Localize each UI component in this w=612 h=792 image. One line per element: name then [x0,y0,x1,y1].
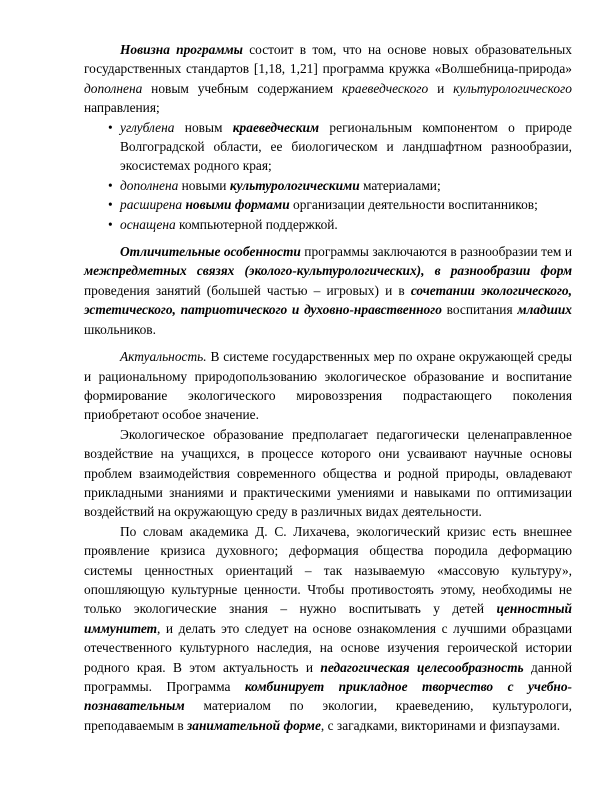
emphasis: расширена [120,197,183,213]
text: региональным компонентом о природе Волгоградской области, ее биологическом и ландшафтном разнообразии, экосистемах родного края; [120,119,572,174]
emphasis: углублена [120,119,175,135]
bold-emphasis: краеведческим [232,119,320,135]
spacer [84,339,572,347]
bold-emphasis: педагогическая целесообразность [320,659,524,675]
bold-emphasis: младших [517,302,572,318]
text: материалом по экологии, краеведению, культурологи, преподаваемым в [84,698,572,733]
text: , с загадками, викторинами и физпаузами. [320,717,561,733]
term-features: Отличительные особенности [120,244,301,260]
bullet-icon: • [108,197,113,213]
text: материалами; [359,177,441,193]
text: В системе государственных мер по охране окружающей среды и рациональному природопользованию экологическое образование и воспитание формирование экологического мировоззрения подрастающего поколения приобретают особое значение. [84,349,572,423]
text: новым [174,119,233,135]
bold-emphasis: новыми формами [185,197,290,213]
list-item [104,195,572,214]
term-novelty: Новизна программы [120,42,243,57]
bold-emphasis: ценностный иммунитет [84,601,572,636]
list-item [104,118,572,176]
text: новым учебным содержанием [142,80,342,96]
text: По словам академика Д. С. Лихачева, экологический кризис есть внешнее проявление кризиса духовного; деформация общества породила деформацию системы ценностных ориентаций – так называемую «массовую культуру», опошляющую культурные ценности. Чтобы противостоять этому, необходимы не только экологические знания – нужно воспитывать у детей [84,523,572,617]
emphasis: дополнена [120,177,179,193]
bold-emphasis: межпредметных связях (эколого-культурологических), в разнообразии форм [84,263,572,279]
text: программы заключаются в разнообразии тем и [300,244,573,260]
bullet-icon: • [108,216,113,232]
bold-emphasis: комбинирует прикладное творчество с учебно-познавательным [84,679,572,714]
emphasis: дополнена [84,80,143,96]
bullet-icon: • [108,177,113,193]
paragraph-education: Экологическое образование предполагает педагогически целенаправленное воздействие на учащихся, в процессе которого они усваивают научные основы проблем взаимодействия современного общества и родной природы, овладевают прикладными знаниями и практическими умениями и навыками по оптимизации воздействий на окружающую среду в различных видах деятельности. [84,426,572,520]
bold-emphasis: сочетании экологического, эстетического, патриотического и духовно-нравственного [84,282,572,318]
emphasis: краеведческого [341,80,429,96]
text: состоит в том, что на основе новых образовательных государственных стандартов [1,18, 1,21] программа кружка «Волшебница-природа» [84,42,572,77]
document-page [84,40,572,735]
list-item [104,215,572,234]
text: компьютерной поддержкой. [175,216,338,232]
term-relevance: Актуальность. [120,349,207,365]
paragraph-novelty [84,40,572,118]
text: школьников. [84,321,156,337]
paragraph-relevance [84,347,572,425]
text: проведения занятий (большей частью – игровых) и в [84,282,411,298]
text: и [428,80,454,96]
text: направления; [84,100,160,116]
bullet-icon: • [108,119,113,135]
text: , и делать это следует на основе ознакомления с лучшими образцами отечественного культурного наследия, на основе изучения героической истории родного края. В этом актуальность и [84,620,572,675]
emphasis: культурологического [453,80,572,96]
spacer [84,234,572,242]
list-item [104,176,572,195]
bold-emphasis: культурологическими [229,177,360,193]
text: воспитания [441,302,518,318]
bold-emphasis: занимательной форме [187,717,321,733]
text: данной программы. Программа [84,659,572,694]
paragraph-features [84,242,572,339]
text: новыми [178,177,230,193]
text: организации деятельности воспитанников; [289,197,538,213]
paragraph-likhachev [84,522,572,735]
emphasis: оснащена [120,216,176,232]
